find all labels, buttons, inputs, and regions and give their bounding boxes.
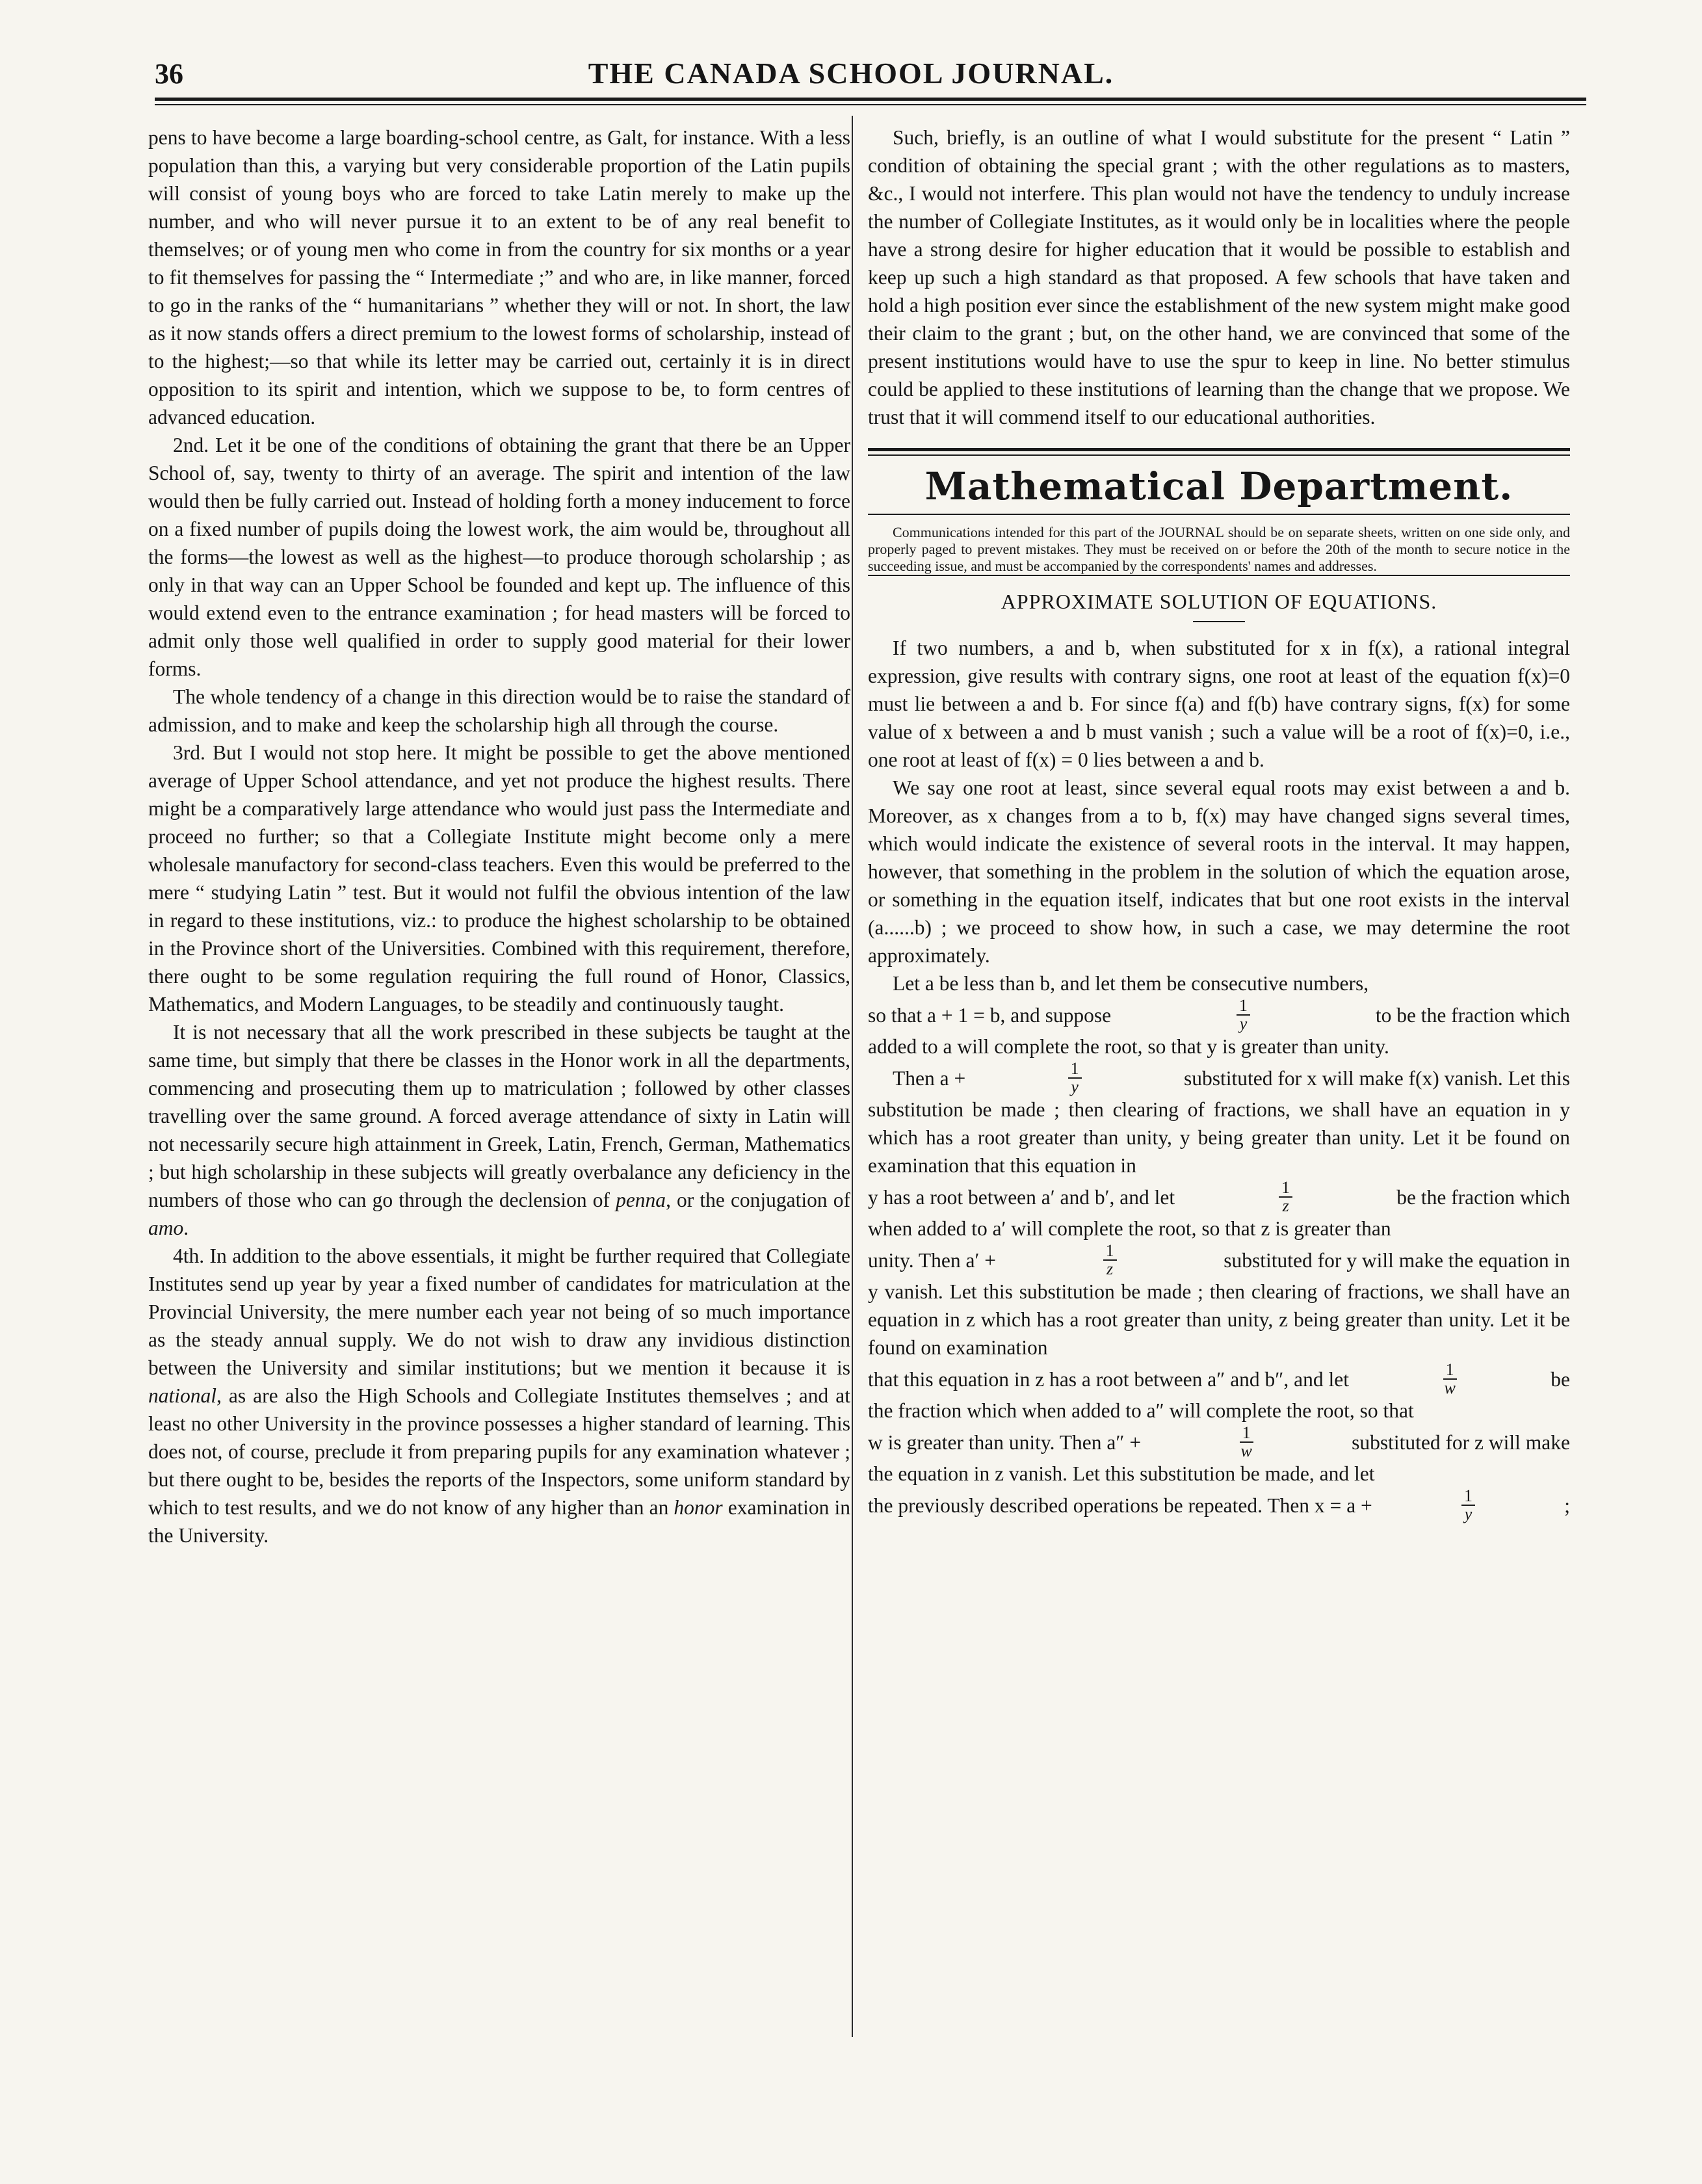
text-run: be the fraction which: [1396, 1185, 1570, 1209]
math-line-with-fraction: [868, 997, 1570, 1033]
fraction-numerator: 1: [1068, 1060, 1082, 1079]
fraction-one-over-w: [1443, 1362, 1457, 1397]
left-column: [148, 124, 850, 1549]
text-run: 4th. In addition to the above essentials, it might be further required that Collegiate Institutes send up year by year a fixed number of candidates for matriculation at the Provincial University, the mere number each year not being of so much importance as the steady annual supply. We do not wish to draw any invidious distinction between the University and similar institutions; but we mention it because it is: [148, 1244, 850, 1379]
fraction-numerator: 1: [1240, 1425, 1253, 1443]
fraction-one-over-z: [1279, 1179, 1292, 1215]
math-line-with-fraction: [868, 1243, 1570, 1278]
header-rule-thin: [155, 104, 1586, 105]
running-head-title: THE CANADA SCHOOL JOURNAL.: [588, 57, 1114, 90]
math-line-with-fraction: [868, 1488, 1570, 1523]
math-line-with-fraction: [868, 1179, 1570, 1215]
department-title: Mathematical Department.: [924, 464, 1513, 508]
math-paragraph-1: If two numbers, a and b, when substituted for x in f(x), a rational integral expression, give results with contrary signs, one root at least of the equation f(x)=0 must lie between a and b. For since f(a) and f(b) have contrary signs, f(x) for some value of x between a and b must vanish ; such a value will be a root of f(x)=0, i.e., one root at least of f(x) = 0 lies between a and b.: [868, 637, 1570, 771]
math-paragraph-3-line-1: Let a be less than b, and let them be consecutive numbers,: [893, 972, 1369, 995]
math-paragraph-2: We say one root at least, since several equal roots may exist between a and b. Moreover, as x changes from a to b, f(x) may have changed signs several times, which would indicate the existence of several roots in the interval. It may happen, however, that something in the problem in the solution of which the equation arose, or something in the equation itself, indicates that but one root exists in the interval (a......b) ; we proceed to show how, in such a case, we may determine the root approximately.: [868, 776, 1570, 967]
math-paragraph-3-line-3: added to a will complete the root, so that y is greater than unity.: [868, 1035, 1389, 1058]
right-column: [868, 124, 1570, 1523]
fraction-denominator: y: [1239, 1014, 1248, 1033]
text-run: unity. Then a′ +: [868, 1248, 996, 1272]
math-paragraph-4-text-2: y vanish. Let this substitution be made ; then clearing of fractions, we shall have an equation in z which has a root greater than unity, z being greater than unity. Let it be found on examination: [868, 1280, 1570, 1359]
fraction-denominator: z: [1282, 1196, 1289, 1215]
fraction-one-over-z: [1103, 1243, 1117, 1278]
page-number: 36: [155, 58, 183, 90]
text-run: Then a +: [893, 1066, 966, 1090]
fraction-denominator: w: [1240, 1441, 1252, 1460]
italic-word: amo: [148, 1217, 184, 1239]
header-rule-thick: [155, 98, 1586, 101]
fraction-numerator: 1: [1461, 1488, 1475, 1506]
italic-word: national: [148, 1384, 217, 1407]
text-run: , as are also the High Schools and Collegiate Institutes themselves ; and at least no other University in the province possesses a higher standard of learning. This does not, of course, preclude it from preparing pupils for any examination whatever ; but there ought to be, besides the reports of the Inspectors, some uniform standard by which to test results, and we do not know of any higher than an: [148, 1384, 850, 1519]
math-line-with-fraction: [868, 1425, 1570, 1460]
text-run: to be the fraction which: [1375, 1003, 1570, 1027]
right-paragraph-1: Such, briefly, is an outline of what I would substitute for the present “ Latin ” condition of obtaining the special grant ; with the other regulations as to masters, &c., I would not interfere. This plan would not have the tendency to unduly increase the number of Collegiate Institutes, as it would only be in localities where the people have a strong desire for higher education that it would be possible to establish and keep up such a high standard as that proposed. A few schools that have taken and hold a high position ever since the establishment of the new system might make good their claim to the grant ; but, on the other hand, we are convinced that some of the present institutions would have to use the spur to keep in line. No better stimulus could be applied to these institutions of learning than the change that we propose. We trust that it will commend itself to our educational authorities.: [868, 126, 1570, 428]
left-paragraph-3: The whole tendency of a change in this direction would be to raise the standard of admission, and to make and keep the scholarship high all through the course.: [148, 685, 850, 736]
fraction-one-over-w: [1240, 1425, 1253, 1460]
text-run: substituted for y will make the equation in: [1224, 1248, 1570, 1272]
section-rule-thin: [868, 454, 1570, 456]
article-title: APPROXIMATE SOLUTION OF EQUATIONS.: [1001, 590, 1437, 613]
left-paragraph-4: 3rd. But I would not stop here. It might be possible to get the above mentioned average of Upper School attendance, and yet not produce the highest results. There might be a comparatively large attendance who would just pass the Intermediate and proceed no further; so that a Collegiate Institute might become only a mere wholesale manufactory for second-class teachers. Even this would be preferred to the mere “ studying Latin ” test. But it would not fulfil the obvious intention of the law in regard to these institutions, viz.: to produce the highest scholarship to be obtained in the Province short of the Universities. Combined with this requirement, therefore, there ought to be some regulation requiring the full round of Honor, Classics, Mathematics, and Modern Languages, to be steadily and continuously taught.: [148, 741, 850, 1016]
text-run: It is not necessary that all the work prescribed in these subjects be taught at the same time, but simply that there be classes in the Honor work in all the departments, commencing and prosecuting them up to matriculation ; followed by other classes travelling over the same ground. A forced average attendance of sixty in Latin will not necessarily secure high attainment in Greek, Latin, French, German, Mathematics ; but high scholarship in these subjects will greatly overbalance any deficiency in the numbers of those who can go through the declension of: [148, 1021, 850, 1211]
department-note: Communications intended for this part of the JOURNAL should be on separate sheets, written on one side only, and properly paged to prevent mistakes. They must be received on or before the 20th of the month to secure notice in the succeeding issue, and must be accompanied by the correspondents' names and addresses.: [868, 524, 1570, 574]
math-paragraph-4-text: substitution be made ; then clearing of fractions, we shall have an equation in y which has a root greater than unity, y being greater than unity. Let it be found on examination that this equation in: [868, 1098, 1570, 1177]
text-run: y has a root between a′ and b′, and let: [868, 1185, 1175, 1209]
fraction-denominator: w: [1444, 1378, 1456, 1397]
italic-word: penna: [616, 1189, 666, 1211]
column-divider: [852, 116, 853, 2037]
left-paragraph-2: 2nd. Let it be one of the conditions of obtaining the grant that there be an Upper School of, say, twenty to thirty of an average. The spirit and intention of the law would then be fully carried out. Instead of holding forth a money inducement to force on a fixed number of pupils doing the lowest work, the aim would be, throughout all the forms—the lowest as well as the highest—to produce thorough scholarship ; as only in that way can an Upper School be founded and kept up. The influence of this would extend even to the entrance examination ; for head masters will be forced to admit only those well qualified in order to supply good material for their lower forms.: [148, 434, 850, 680]
text-run: ;: [1564, 1493, 1570, 1517]
text-run: examination in the University.: [148, 1496, 850, 1547]
text-run: that this equation in z has a root between a″ and b″, and let: [868, 1367, 1350, 1391]
fraction-denominator: y: [1071, 1077, 1079, 1096]
fraction-one-over-y: [1461, 1488, 1475, 1523]
text-run: substituted for x will make f(x) vanish. Let this: [1183, 1066, 1570, 1090]
text-run: .: [183, 1217, 189, 1239]
fraction-numerator: 1: [1237, 997, 1250, 1016]
math-paragraph-4-line: the equation in z vanish. Let this substitution be made, and let: [868, 1462, 1375, 1485]
fraction-denominator: y: [1464, 1505, 1473, 1523]
text-run: the previously described operations be repeated. Then x = a +: [868, 1493, 1372, 1517]
italic-word: honor: [674, 1496, 723, 1519]
left-paragraph-6: [148, 1242, 850, 1549]
article-short-rule: [1193, 621, 1245, 622]
text-run: w is greater than unity. Then a″ +: [868, 1430, 1142, 1454]
department-rule: [868, 514, 1570, 515]
text-run: substituted for z will make: [1352, 1430, 1570, 1454]
article-rule: [868, 575, 1570, 576]
fraction-one-over-y: [1237, 997, 1250, 1033]
fraction-numerator: 1: [1103, 1243, 1117, 1261]
math-line-with-fraction: [868, 1060, 1570, 1096]
math-line-with-fraction: [868, 1362, 1570, 1397]
left-paragraph-1: pens to have become a large boarding-school centre, as Galt, for instance. With a less population than this, a varying but very considerable proportion of the Latin pupils will consist of young boys who are forced to take Latin merely to make up the number, and who will never pursue it to an extent to be of any real benefit to themselves; or of young men who come in from the country for six months or a year to fit themselves for passing the “ Intermediate ;” and who are, in like manner, forced to go in the ranks of the “ humanitarians ” whether they will or not. In short, the law as it now stands offers a direct premium to the lowest forms of scholarship, instead of to the highest;—so that while its letter may be carried out, certainly it is in direct opposition to its spirit and intention, which we suppose to be, to form centres of advanced education.: [148, 126, 850, 428]
fraction-numerator: 1: [1443, 1362, 1457, 1380]
math-paragraph-4-line: when added to a′ will complete the root, so that z is greater than: [868, 1217, 1391, 1240]
math-paragraph-4-line: the fraction which when added to a″ will complete the root, so that: [868, 1399, 1414, 1422]
section-rule-thick: [868, 448, 1570, 451]
text-run: so that a + 1 = b, and suppose: [868, 1003, 1112, 1027]
text-run: be: [1551, 1367, 1570, 1391]
fraction-numerator: 1: [1279, 1179, 1292, 1198]
left-paragraph-5: [148, 1018, 850, 1242]
fraction-denominator: z: [1106, 1259, 1114, 1278]
fraction-one-over-y: [1068, 1060, 1082, 1096]
section-rules: [868, 448, 1570, 456]
text-run: , or the conjugation of: [666, 1189, 851, 1211]
